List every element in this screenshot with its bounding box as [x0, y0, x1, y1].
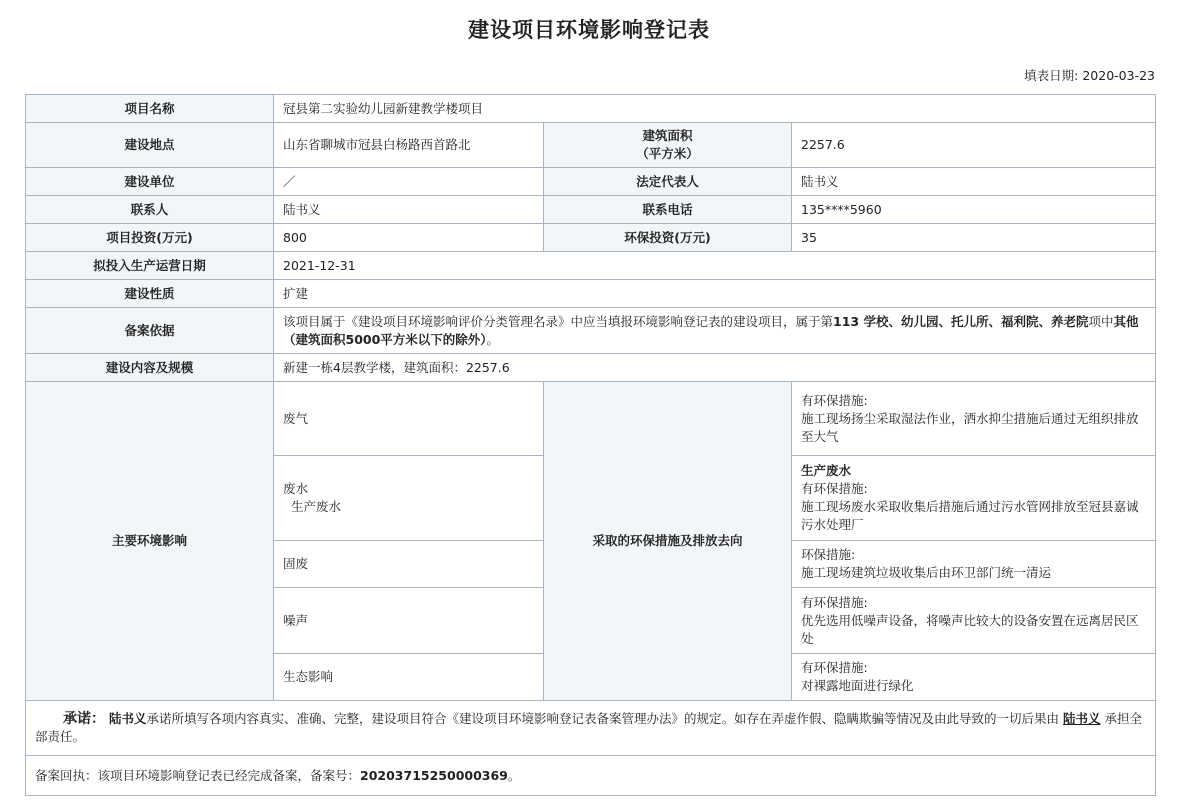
location-value: 山东省聊城市冠县白杨路西首路北: [274, 123, 544, 168]
investment-value: 800: [274, 224, 544, 252]
area-label: [544, 123, 792, 168]
basis-value: [274, 308, 1156, 354]
impact-measure: [792, 456, 1156, 541]
area-label-line2: （平方米）: [636, 146, 699, 161]
basis-text-3: 。: [486, 331, 500, 347]
row-nature: [26, 280, 1156, 308]
row-scale: [26, 354, 1156, 382]
builder-label: 建设单位: [26, 168, 274, 196]
nature-label: 建设性质: [26, 280, 274, 308]
legal-rep-label: 法定代表人: [544, 168, 792, 196]
impact-measure: [792, 541, 1156, 588]
measure-label: 有环保措施:: [801, 392, 868, 408]
measure-head: 生产废水: [801, 463, 852, 478]
receipt-end: 。: [507, 767, 521, 783]
operation-date-label: 拟投入生产运营日期: [26, 252, 274, 280]
impact-name-sub: 生产废水: [291, 499, 342, 514]
row-receipt: [26, 756, 1156, 796]
impact-label: 主要环境影响: [26, 382, 274, 701]
measure-text: 施工现场建筑垃圾收集后由环卫部门统一清运: [801, 565, 1052, 580]
env-investment-label: 环保投资(万元): [544, 224, 792, 252]
measure-label: 有环保措施:: [801, 660, 868, 675]
basis-text-bold: 113 学校、幼儿园、托儿所、福利院、养老院: [833, 313, 1089, 329]
promise-name-2: 陆书义: [1063, 711, 1101, 726]
impact-name: 废气: [274, 382, 544, 456]
project-name-value: 冠县第二实验幼儿园新建教学楼项目: [274, 95, 1156, 123]
legal-rep-value: 陆书义: [792, 168, 1156, 196]
impact-name: 固废: [274, 541, 544, 588]
row-operation-date: [26, 252, 1156, 280]
phone-value: 135****5960: [792, 196, 1156, 224]
scale-value: 新建一栋4层教学楼，建筑面积：2257.6: [274, 354, 1156, 382]
registration-table: [25, 94, 1156, 796]
area-label-line1: 建筑面积: [642, 128, 693, 143]
promise-cell: [26, 701, 1156, 756]
location-label: 建设地点: [26, 123, 274, 168]
measure-label: 环保措施:: [801, 547, 856, 562]
receipt-cell: [26, 756, 1156, 796]
page-title: 建设项目环境影响登记表: [468, 18, 710, 42]
contact-value: 陆书义: [274, 196, 544, 224]
fill-date-label: 填表日期:: [1024, 68, 1079, 83]
impact-measure: [792, 588, 1156, 654]
basis-text-2: 项中: [1088, 313, 1114, 329]
impact-name: 噪声: [274, 588, 544, 654]
receipt-number: 20203715250000369: [360, 767, 508, 783]
fill-date-value: 2020-03-23: [1082, 68, 1155, 83]
impact-name-main: 废水: [283, 481, 309, 496]
project-name-label: 项目名称: [26, 95, 274, 123]
promise-label: 承诺：: [63, 711, 105, 727]
builder-value: ／: [274, 168, 544, 196]
row-project-name: [26, 95, 1156, 123]
operation-date-value: 2021-12-31: [274, 252, 1156, 280]
impact-row: [26, 382, 1156, 456]
row-basis: [26, 308, 1156, 354]
row-contact: [26, 196, 1156, 224]
measure-text: 施工现场废水采取收集后措施后通过污水管网排放至冠县嘉诚污水处理厂: [801, 499, 1139, 532]
impact-measure: [792, 654, 1156, 701]
impact-measure: [792, 382, 1156, 456]
row-investment: [26, 224, 1156, 252]
impact-name: [274, 456, 544, 541]
measures-label: 采取的环保措施及排放去向: [544, 382, 792, 701]
phone-label: 联系电话: [544, 196, 792, 224]
fill-date: [1024, 66, 1155, 84]
measure-text: 对裸露地面进行绿化: [801, 678, 914, 693]
measure-label: 有环保措施:: [801, 594, 868, 610]
scale-label: 建设内容及规模: [26, 354, 274, 382]
row-builder: [26, 168, 1156, 196]
basis-text-bold2: 其他（建筑面积5000平方米以下的除外）: [283, 313, 1139, 347]
basis-label: 备案依据: [26, 308, 274, 354]
area-value: 2257.6: [792, 123, 1156, 168]
measure-label: 有环保措施:: [801, 481, 868, 496]
investment-label: 项目投资(万元): [26, 224, 274, 252]
nature-value: 扩建: [274, 280, 1156, 308]
env-investment-value: 35: [792, 224, 1156, 252]
basis-text-1: 该项目属于《建设项目环境影响评价分类管理名录》中应当填报环境影响登记表的建设项目，属于第: [283, 313, 834, 329]
promise-name: 陆书义: [108, 711, 147, 726]
row-location: [26, 123, 1156, 168]
promise-end: 承担全部责任。: [35, 711, 1143, 744]
measure-text: 施工现场扬尘采取湿法作业，洒水抑尘措施后通过无组织排放至大气: [801, 410, 1139, 444]
impact-name: 生态影响: [274, 654, 544, 701]
receipt-text: 备案回执：该项目环境影响登记表已经完成备案，备案号：: [35, 767, 361, 783]
row-promise: [26, 701, 1156, 756]
measure-text: 优先选用低噪声设备，将噪声比较大的设备安置在远离居民区处: [801, 612, 1139, 646]
promise-text: 承诺所填写各项内容真实、准确、完整，建设项目符合《建设项目环境影响登记表备案管理办法》的规定。如存在弄虚作假、隐瞒欺骗等情况及由此导致的一切后果由: [146, 711, 1060, 726]
contact-label: 联系人: [26, 196, 274, 224]
